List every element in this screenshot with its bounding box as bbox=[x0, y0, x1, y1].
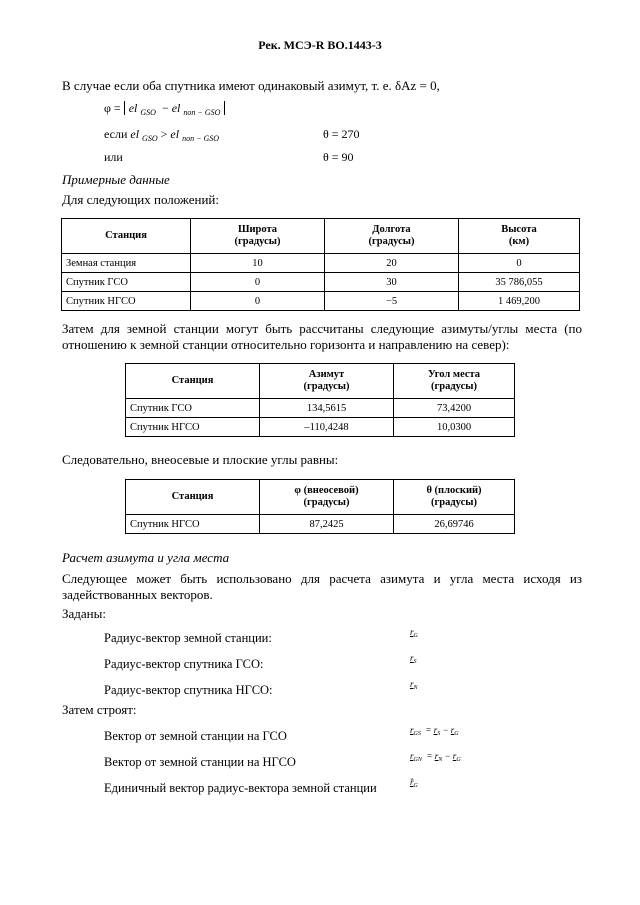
table-cell: Спутник ГСО bbox=[62, 273, 191, 292]
vector-subscript: G bbox=[456, 757, 461, 763]
el-term-4: el bbox=[170, 127, 180, 141]
intro-text: В случае если оба спутника имеют одинаковый азимут, т. е. δAz = 0, bbox=[62, 78, 440, 93]
vector-symbol: r bbox=[410, 653, 414, 663]
vector-symbol: r bbox=[434, 751, 439, 761]
positions-table bbox=[61, 218, 580, 311]
vector-subscript: G bbox=[413, 783, 418, 789]
table-header-cell bbox=[260, 480, 394, 515]
table-row bbox=[62, 292, 580, 311]
paragraph-offaxis: Следовательно, внеосевые и плоские углы равны: bbox=[62, 452, 339, 467]
vector-symbol: r bbox=[433, 725, 438, 735]
table-cell: 0 bbox=[459, 254, 580, 273]
table-header-row bbox=[126, 364, 515, 399]
calc-heading: Расчет азимута и угла места bbox=[62, 550, 230, 565]
header-line: Широта (градусы) bbox=[234, 224, 281, 247]
table-cell: Спутник НГСО bbox=[62, 292, 191, 311]
vector-r-s bbox=[410, 653, 417, 663]
header-line: θ (плоский) (градусы) bbox=[426, 485, 482, 508]
vector-r-gn-eq bbox=[410, 751, 461, 761]
or-label: или bbox=[104, 150, 123, 164]
table-row bbox=[126, 418, 515, 437]
phi-abs bbox=[124, 101, 226, 115]
table-header-cell bbox=[191, 219, 325, 254]
table-cell: −5 bbox=[325, 292, 459, 311]
vector-symbol: r bbox=[450, 725, 455, 735]
theta-90: θ = 90 bbox=[323, 150, 354, 164]
vector-subscript: GS bbox=[413, 731, 421, 737]
table-cell: Спутник ГСО bbox=[126, 399, 260, 418]
phi-formula bbox=[104, 100, 225, 118]
vector-subscript: N bbox=[413, 685, 418, 691]
table-header-cell bbox=[260, 364, 394, 399]
given-label-earth: Радиус-вектор земной станции: bbox=[104, 631, 272, 645]
build-label: Затем строят: bbox=[62, 702, 137, 717]
minus-sign: − bbox=[442, 725, 449, 735]
phi-prefix: φ = bbox=[104, 101, 121, 115]
table-cell: 10 bbox=[191, 254, 325, 273]
page-header: Рек. МСЭ-R BO.1443-3 bbox=[258, 38, 382, 52]
non-gso-sub-1: non − GSO bbox=[183, 108, 221, 117]
table-header-cell bbox=[394, 480, 515, 515]
vector-r-g bbox=[410, 627, 418, 637]
table-header-cell bbox=[459, 219, 580, 254]
vector-subscript: G bbox=[413, 633, 418, 639]
gso-sub-2: GSO bbox=[142, 134, 158, 143]
non-gso-sub-2: non − GSO bbox=[182, 134, 220, 143]
vector-r-hat-g bbox=[410, 777, 418, 787]
gt-sign: > bbox=[160, 127, 168, 141]
equals-sign: = bbox=[425, 725, 432, 735]
if-label: если bbox=[104, 127, 128, 141]
given-label-gso: Радиус-вектор спутника ГСО: bbox=[104, 657, 264, 671]
table-cell: Спутник НГСО bbox=[126, 515, 260, 534]
minus-sign: − bbox=[444, 751, 451, 761]
azimuth-table bbox=[125, 363, 515, 437]
vector-symbol: r bbox=[410, 679, 414, 689]
build-label-gso: Вектор от земной станции на ГСО bbox=[104, 729, 287, 743]
table-cell: Земная станция bbox=[62, 254, 191, 273]
table-header-cell: Станция bbox=[126, 364, 260, 399]
vector-symbol: r bbox=[410, 725, 414, 735]
calc-text: Следующее может быть использовано для расчета азимута и угла места исходя из задействованных векторов. bbox=[62, 571, 582, 602]
table-row bbox=[126, 399, 515, 418]
vector-subscript: S bbox=[413, 659, 417, 665]
table-header-cell bbox=[394, 364, 515, 399]
table-cell: 1 469,200 bbox=[459, 292, 580, 311]
vector-r-n bbox=[410, 679, 418, 689]
table-cell: 73,4200 bbox=[394, 399, 515, 418]
header-line: Высота (км) bbox=[501, 224, 537, 247]
table-cell: 87,2425 bbox=[260, 515, 394, 534]
table-cell: 26,69746 bbox=[394, 515, 515, 534]
minus-sign-1: − bbox=[161, 101, 169, 115]
table-cell: Спутник НГСО bbox=[126, 418, 260, 437]
table-row bbox=[62, 254, 580, 273]
vector-subscript: G bbox=[454, 731, 459, 737]
table-cell: 20 bbox=[325, 254, 459, 273]
paragraph-azimuths: Затем для земной станции могут быть рассчитаны следующие азимуты/углы места (по отношению к земной станции относительно горизонта и направлению на север): bbox=[62, 321, 582, 352]
table-header-cell: Станция bbox=[62, 219, 191, 254]
example-heading: Примерные данные bbox=[62, 172, 170, 187]
given-label: Заданы: bbox=[62, 606, 106, 621]
table-header-row bbox=[62, 219, 580, 254]
vector-subscript: S bbox=[437, 731, 441, 737]
vector-symbol: r bbox=[452, 751, 457, 761]
el-term-3: el bbox=[130, 127, 140, 141]
header-line: φ (внеосевой) (градусы) bbox=[294, 485, 359, 508]
example-intro: Для следующих положений: bbox=[62, 192, 219, 207]
vector-subscript: GN bbox=[413, 757, 422, 763]
table-header-cell bbox=[325, 219, 459, 254]
table-cell: 35 786,055 bbox=[459, 273, 580, 292]
vector-symbol: r bbox=[410, 627, 414, 637]
header-line: Угол места (градусы) bbox=[427, 369, 481, 392]
table-cell: 0 bbox=[191, 292, 325, 311]
el-term-2: el bbox=[171, 101, 181, 115]
build-label-ngso: Вектор от земной станции на НГСО bbox=[104, 755, 296, 769]
if-condition bbox=[104, 126, 219, 144]
table-row bbox=[62, 273, 580, 292]
table-header-cell: Станция bbox=[126, 480, 260, 515]
vector-subscript: N bbox=[438, 757, 443, 763]
table-header-row bbox=[126, 480, 515, 515]
table-row bbox=[126, 515, 515, 534]
offaxis-table bbox=[125, 479, 515, 534]
vector-r-gs-eq bbox=[410, 725, 459, 735]
theta-270: θ = 270 bbox=[323, 127, 360, 141]
header-line: Азимут (градусы) bbox=[303, 369, 350, 392]
vector-symbol: r̂ bbox=[410, 777, 414, 787]
table-cell: 30 bbox=[325, 273, 459, 292]
given-label-ngso: Радиус-вектор спутника НГСО: bbox=[104, 683, 273, 697]
gso-sub-1: GSO bbox=[140, 108, 156, 117]
equals-sign: = bbox=[426, 751, 433, 761]
vector-symbol: r bbox=[410, 751, 414, 761]
table-cell: 0 bbox=[191, 273, 325, 292]
table-cell: 10,0300 bbox=[394, 418, 515, 437]
header-line: Долгота (градусы) bbox=[368, 224, 415, 247]
el-term-1: el bbox=[128, 101, 138, 115]
build-label-unit: Единичный вектор радиус-вектора земной станции bbox=[104, 781, 377, 795]
table-cell: 134,5615 bbox=[260, 399, 394, 418]
table-cell: –110,4248 bbox=[260, 418, 394, 437]
